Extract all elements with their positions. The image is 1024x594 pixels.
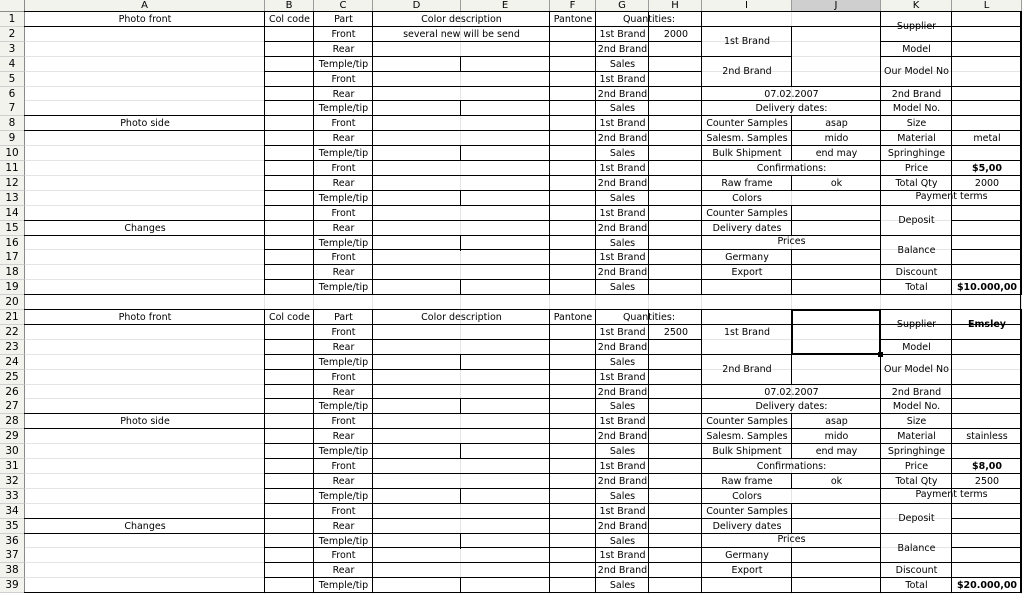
cell-C12[interactable]: Rear bbox=[332, 178, 355, 189]
cell-G9[interactable]: 2nd Brand bbox=[597, 133, 648, 144]
cell-L19[interactable]: $10.000,00 bbox=[956, 282, 1018, 293]
row-header[interactable]: 26 bbox=[0, 385, 25, 400]
cell-D1[interactable]: Color description bbox=[421, 14, 502, 25]
cell-G1[interactable]: Quantities: bbox=[622, 14, 676, 25]
row-header[interactable]: 29 bbox=[0, 429, 25, 444]
cell-G3[interactable]: 2nd Brand bbox=[597, 44, 648, 55]
cell-G18[interactable]: 2nd Brand bbox=[597, 267, 648, 278]
cell-C18[interactable]: Rear bbox=[332, 267, 355, 278]
row-header[interactable]: 20 bbox=[0, 295, 25, 310]
cell-G7[interactable]: Sales bbox=[609, 103, 636, 114]
cell-K12[interactable]: Total Qty bbox=[895, 178, 938, 189]
cell-G26[interactable]: 2nd Brand bbox=[597, 387, 648, 398]
cell-C35[interactable]: Rear bbox=[332, 521, 355, 532]
cell-K34[interactable]: Deposit bbox=[898, 513, 935, 524]
cell-K18[interactable]: Discount bbox=[895, 267, 938, 278]
cell-I30[interactable]: Bulk Shipment bbox=[712, 446, 782, 457]
cell-G4[interactable]: Sales bbox=[609, 59, 636, 70]
row-header[interactable]: 1 bbox=[0, 12, 25, 27]
row-header[interactable]: 7 bbox=[0, 101, 25, 116]
cell-L39[interactable]: $20.000,00 bbox=[956, 580, 1018, 591]
cell-I17[interactable]: Germany bbox=[725, 252, 769, 263]
cell-K31[interactable]: Price bbox=[904, 461, 929, 472]
cell-J9[interactable]: mido bbox=[824, 133, 849, 144]
cell-K33[interactable]: Payment terms bbox=[915, 489, 988, 500]
cell-I24[interactable]: 2nd Brand bbox=[722, 364, 772, 375]
select-all-corner[interactable] bbox=[0, 0, 25, 12]
cell-K13[interactable]: Payment terms bbox=[915, 191, 988, 202]
cell-G32[interactable]: 2nd Brand bbox=[597, 476, 648, 487]
border-h bbox=[264, 369, 314, 370]
cell-G24[interactable]: Sales bbox=[609, 357, 636, 368]
cell-K28[interactable]: Size bbox=[906, 416, 927, 427]
border-h bbox=[264, 71, 314, 72]
cell-K32[interactable]: Total Qty bbox=[895, 476, 938, 487]
border-h bbox=[951, 518, 1022, 519]
cell-C36[interactable]: Temple/tip bbox=[318, 536, 369, 547]
cell-I10[interactable]: Bulk Shipment bbox=[712, 148, 782, 159]
column-header[interactable]: G bbox=[596, 0, 649, 12]
row-header[interactable]: 19 bbox=[0, 280, 25, 295]
border-h bbox=[264, 160, 314, 161]
cell-I31[interactable]: Confirmations: bbox=[756, 461, 827, 472]
cell-C39[interactable]: Temple/tip bbox=[318, 580, 369, 591]
cell-K23[interactable]: Model bbox=[902, 342, 931, 353]
cell-G23[interactable]: 2nd Brand bbox=[597, 342, 648, 353]
cell-C22[interactable]: Front bbox=[331, 327, 356, 338]
cell-I35[interactable]: Delivery dates bbox=[712, 521, 782, 532]
cell-J10[interactable]: end may bbox=[815, 148, 858, 159]
row-header[interactable]: 22 bbox=[0, 325, 25, 340]
cell-I2[interactable]: 1st Brand bbox=[723, 36, 771, 47]
border-v bbox=[1021, 309, 1022, 593]
cell-K38[interactable]: Discount bbox=[895, 565, 938, 576]
border-h bbox=[264, 249, 314, 250]
cell-K4[interactable]: Our Model No bbox=[884, 66, 949, 77]
row-header[interactable]: 10 bbox=[0, 146, 25, 161]
row-header[interactable]: 30 bbox=[0, 444, 25, 459]
border-v bbox=[460, 443, 461, 459]
cell-L9[interactable]: metal bbox=[973, 133, 1001, 144]
cell-G21[interactable]: Quantities: bbox=[622, 312, 676, 323]
cell-I9[interactable]: Salesm. Samples bbox=[706, 133, 788, 144]
cell-K29[interactable]: Material bbox=[897, 431, 936, 442]
border-h bbox=[264, 413, 314, 414]
cell-J8[interactable]: asap bbox=[825, 118, 848, 129]
row-header[interactable]: 27 bbox=[0, 399, 25, 414]
row-header[interactable]: 14 bbox=[0, 206, 25, 221]
cell-A35[interactable]: Changes bbox=[124, 521, 166, 532]
cell-C38[interactable]: Rear bbox=[332, 565, 355, 576]
border-v bbox=[549, 11, 550, 295]
cell-G19[interactable]: Sales bbox=[609, 282, 636, 293]
cell-D2[interactable]: several new will be send bbox=[403, 29, 520, 40]
cell-G27[interactable]: Sales bbox=[609, 401, 636, 412]
border-h bbox=[264, 205, 314, 206]
cell-K21[interactable]: Supplier bbox=[896, 319, 937, 330]
border-h bbox=[24, 592, 265, 593]
column-header[interactable]: H bbox=[649, 0, 702, 12]
cell-C23[interactable]: Rear bbox=[332, 342, 355, 353]
cell-L21[interactable]: Emsley bbox=[968, 319, 1006, 330]
cell-G13[interactable]: Sales bbox=[609, 193, 636, 204]
cell-G39[interactable]: Sales bbox=[609, 580, 636, 591]
cell-J29[interactable]: mido bbox=[824, 431, 849, 442]
row-header[interactable]: 31 bbox=[0, 459, 25, 474]
column-header[interactable]: L bbox=[952, 0, 1022, 12]
cell-G6[interactable]: 2nd Brand bbox=[597, 89, 648, 100]
cell-B1[interactable]: Col code bbox=[268, 14, 310, 25]
cell-L29[interactable]: stainless bbox=[966, 431, 1008, 442]
cell-C10[interactable]: Temple/tip bbox=[318, 148, 369, 159]
cell-G2[interactable]: 1st Brand bbox=[599, 29, 646, 40]
cell-C7[interactable]: Temple/tip bbox=[318, 103, 369, 114]
cell-K36[interactable]: Balance bbox=[897, 543, 936, 554]
cell-K19[interactable]: Total bbox=[905, 282, 928, 293]
cell-I11[interactable]: Confirmations: bbox=[756, 163, 827, 174]
cell-C33[interactable]: Temple/tip bbox=[318, 491, 369, 502]
cell-I37[interactable]: Germany bbox=[725, 550, 769, 561]
column-header[interactable]: B bbox=[265, 0, 314, 12]
cell-I36[interactable]: Prices bbox=[777, 534, 806, 545]
cell-C15[interactable]: Rear bbox=[332, 223, 355, 234]
border-h bbox=[701, 294, 881, 295]
border-v bbox=[460, 145, 461, 161]
cell-G10[interactable]: Sales bbox=[609, 148, 636, 159]
cell-C17[interactable]: Front bbox=[331, 252, 356, 263]
column-header[interactable]: F bbox=[550, 0, 596, 12]
cell-C31[interactable]: Front bbox=[331, 461, 356, 472]
cell-C11[interactable]: Front bbox=[331, 163, 356, 174]
border-v bbox=[1021, 11, 1022, 295]
cell-G16[interactable]: Sales bbox=[609, 238, 636, 249]
row-header[interactable]: 9 bbox=[0, 131, 25, 146]
column-header[interactable]: D bbox=[373, 0, 461, 12]
border-right bbox=[1020, 11, 1021, 592]
column-header[interactable]: C bbox=[314, 0, 373, 12]
cell-C29[interactable]: Rear bbox=[332, 431, 355, 442]
cell-C9[interactable]: Rear bbox=[332, 133, 355, 144]
cell-I13[interactable]: Colors bbox=[732, 193, 762, 204]
border-h bbox=[264, 458, 314, 459]
border-h bbox=[24, 294, 265, 295]
border-v bbox=[264, 11, 265, 295]
cell-L31[interactable]: $8,00 bbox=[971, 461, 1003, 472]
row-header[interactable]: 17 bbox=[0, 250, 25, 265]
cell-G29[interactable]: 2nd Brand bbox=[597, 431, 648, 442]
cell-C1[interactable]: Part bbox=[334, 14, 353, 25]
cell-C3[interactable]: Rear bbox=[332, 44, 355, 55]
cell-K27[interactable]: Model No. bbox=[892, 401, 941, 412]
cell-F21[interactable]: Pantone bbox=[553, 312, 593, 323]
row-header[interactable]: 3 bbox=[0, 42, 25, 57]
row-header[interactable]: 8 bbox=[0, 116, 25, 131]
cell-K7[interactable]: Model No. bbox=[892, 103, 941, 114]
cell-C27[interactable]: Temple/tip bbox=[318, 401, 369, 412]
border-h bbox=[951, 249, 1022, 250]
row-header[interactable]: 18 bbox=[0, 265, 25, 280]
cell-I6[interactable]: 07.02.2007 bbox=[764, 89, 819, 100]
cell-G37[interactable]: 1st Brand bbox=[599, 550, 646, 561]
border-v bbox=[460, 100, 461, 116]
cell-B21[interactable]: Col code bbox=[268, 312, 310, 323]
border-h bbox=[951, 220, 1022, 221]
cell-G8[interactable]: 1st Brand bbox=[599, 118, 646, 129]
fill-handle[interactable] bbox=[878, 352, 883, 357]
column-header[interactable]: K bbox=[881, 0, 952, 12]
cell-C13[interactable]: Temple/tip bbox=[318, 193, 369, 204]
cell-K24[interactable]: Our Model No bbox=[884, 364, 949, 375]
border-h bbox=[264, 115, 314, 116]
cell-I38[interactable]: Export bbox=[731, 565, 763, 576]
border-v bbox=[460, 190, 461, 206]
border-h bbox=[264, 547, 314, 548]
cell-H22[interactable]: 2500 bbox=[663, 327, 688, 338]
cell-G11[interactable]: 1st Brand bbox=[599, 163, 646, 174]
cell-J28[interactable]: asap bbox=[825, 416, 848, 427]
cell-A21[interactable]: Photo front bbox=[118, 312, 172, 323]
row-header[interactable]: 23 bbox=[0, 340, 25, 355]
cell-K11[interactable]: Price bbox=[904, 163, 929, 174]
cell-A15[interactable]: Changes bbox=[124, 223, 166, 234]
cell-K10[interactable]: Springhinge bbox=[887, 148, 946, 159]
cell-I32[interactable]: Raw frame bbox=[721, 476, 773, 487]
cell-K14[interactable]: Deposit bbox=[898, 215, 935, 226]
row-header[interactable]: 13 bbox=[0, 191, 25, 206]
row-header[interactable]: 6 bbox=[0, 87, 25, 102]
row-header[interactable]: 25 bbox=[0, 370, 25, 385]
cell-G15[interactable]: 2nd Brand bbox=[597, 223, 648, 234]
cell-K3[interactable]: Model bbox=[902, 44, 931, 55]
border-h bbox=[951, 547, 1022, 548]
cell-G12[interactable]: 2nd Brand bbox=[597, 178, 648, 189]
cell-I8[interactable]: Counter Samples bbox=[706, 118, 788, 129]
cell-I15[interactable]: Delivery dates bbox=[712, 223, 782, 234]
cell-G25[interactable]: 1st Brand bbox=[599, 372, 646, 383]
row-header[interactable]: 2 bbox=[0, 27, 25, 42]
border-v bbox=[549, 309, 550, 593]
row-header[interactable]: 38 bbox=[0, 563, 25, 578]
cell-D21[interactable]: Color description bbox=[421, 312, 502, 323]
border-v bbox=[460, 56, 461, 72]
cell-C25[interactable]: Front bbox=[331, 372, 356, 383]
row-header[interactable]: 28 bbox=[0, 414, 25, 429]
cell-I28[interactable]: Counter Samples bbox=[706, 416, 788, 427]
cell-G22[interactable]: 1st Brand bbox=[599, 327, 646, 338]
cell-K6[interactable]: 2nd Brand bbox=[891, 89, 942, 100]
row-header[interactable]: 4 bbox=[0, 57, 25, 72]
border-v bbox=[460, 398, 461, 414]
cell-C37[interactable]: Front bbox=[331, 550, 356, 561]
row-header[interactable]: 5 bbox=[0, 72, 25, 87]
cell-C24[interactable]: Temple/tip bbox=[318, 357, 369, 368]
cell-G34[interactable]: 1st Brand bbox=[599, 506, 646, 517]
column-header[interactable]: E bbox=[461, 0, 550, 12]
cell-A8[interactable]: Photo side bbox=[120, 118, 170, 129]
cell-I34[interactable]: Counter Samples bbox=[706, 506, 788, 517]
cell-C34[interactable]: Front bbox=[331, 506, 356, 517]
column-header[interactable]: A bbox=[25, 0, 265, 12]
row-header[interactable]: 37 bbox=[0, 548, 25, 563]
column-header[interactable]: I bbox=[702, 0, 792, 12]
cell-C26[interactable]: Rear bbox=[332, 387, 355, 398]
cell-I18[interactable]: Export bbox=[731, 267, 763, 278]
row-header[interactable]: 32 bbox=[0, 474, 25, 489]
cell-I4[interactable]: 2nd Brand bbox=[722, 66, 772, 77]
cell-J30[interactable]: end may bbox=[815, 446, 858, 457]
cell-I26[interactable]: 07.02.2007 bbox=[764, 387, 819, 398]
cell-G5[interactable]: 1st Brand bbox=[599, 74, 646, 85]
cell-K16[interactable]: Balance bbox=[897, 245, 936, 256]
cell-C21[interactable]: Part bbox=[334, 312, 353, 323]
column-header[interactable]: J bbox=[792, 0, 881, 12]
cell-C5[interactable]: Front bbox=[331, 74, 356, 85]
cell-H2[interactable]: 2000 bbox=[663, 29, 688, 40]
cell-G38[interactable]: 2nd Brand bbox=[597, 565, 648, 576]
cell-K26[interactable]: 2nd Brand bbox=[891, 387, 942, 398]
border-h bbox=[701, 592, 881, 593]
border-v bbox=[460, 279, 461, 295]
row-header[interactable]: 16 bbox=[0, 236, 25, 251]
row-header[interactable]: 15 bbox=[0, 221, 25, 236]
border-v bbox=[460, 577, 461, 593]
cell-G35[interactable]: 2nd Brand bbox=[597, 521, 648, 532]
cell-C30[interactable]: Temple/tip bbox=[318, 446, 369, 457]
active-cell-selection[interactable] bbox=[791, 309, 881, 355]
cell-C28[interactable]: Front bbox=[331, 416, 356, 427]
cell-L12[interactable]: 2000 bbox=[974, 178, 1000, 189]
cell-J32[interactable]: ok bbox=[830, 476, 843, 487]
border-v bbox=[460, 488, 461, 504]
cell-L32[interactable]: 2500 bbox=[974, 476, 1000, 487]
cell-K30[interactable]: Springhinge bbox=[887, 446, 946, 457]
row-header[interactable]: 11 bbox=[0, 161, 25, 176]
cell-C19[interactable]: Temple/tip bbox=[318, 282, 369, 293]
cell-I12[interactable]: Raw frame bbox=[721, 178, 773, 189]
cell-C16[interactable]: Temple/tip bbox=[318, 238, 369, 249]
cell-G28[interactable]: 1st Brand bbox=[599, 416, 646, 427]
row-header[interactable]: 39 bbox=[0, 578, 25, 593]
cell-L11[interactable]: $5,00 bbox=[971, 163, 1003, 174]
row-header[interactable]: 36 bbox=[0, 534, 25, 549]
row-header[interactable]: 24 bbox=[0, 355, 25, 370]
cell-G31[interactable]: 1st Brand bbox=[599, 461, 646, 472]
cell-G17[interactable]: 1st Brand bbox=[599, 252, 646, 263]
cell-F1[interactable]: Pantone bbox=[553, 14, 593, 25]
cell-G33[interactable]: Sales bbox=[609, 491, 636, 502]
cell-A1[interactable]: Photo front bbox=[118, 14, 172, 25]
cell-C8[interactable]: Front bbox=[331, 118, 356, 129]
row-header[interactable]: 21 bbox=[0, 310, 25, 325]
row-header[interactable]: 12 bbox=[0, 176, 25, 191]
border-h bbox=[264, 503, 314, 504]
border-v bbox=[460, 354, 461, 370]
cell-C4[interactable]: Temple/tip bbox=[318, 59, 369, 70]
cell-I14[interactable]: Counter Samples bbox=[706, 208, 788, 219]
cell-A28[interactable]: Photo side bbox=[120, 416, 170, 427]
cell-I7[interactable]: Delivery dates: bbox=[755, 103, 828, 114]
cell-I16[interactable]: Prices bbox=[777, 236, 806, 247]
cell-C2[interactable]: Front bbox=[331, 29, 356, 40]
cell-I27[interactable]: Delivery dates: bbox=[755, 401, 828, 412]
cell-G14[interactable]: 1st Brand bbox=[599, 208, 646, 219]
cell-J12[interactable]: ok bbox=[830, 178, 843, 189]
cell-K1[interactable]: Supplier bbox=[896, 21, 937, 32]
cell-I21[interactable]: 1st Brand bbox=[723, 327, 771, 338]
border-v bbox=[264, 309, 265, 593]
cell-K8[interactable]: Size bbox=[906, 118, 927, 129]
cell-I33[interactable]: Colors bbox=[732, 491, 762, 502]
row-header[interactable]: 33 bbox=[0, 489, 25, 504]
cell-C32[interactable]: Rear bbox=[332, 476, 355, 487]
row-header[interactable]: 35 bbox=[0, 519, 25, 534]
cell-C6[interactable]: Rear bbox=[332, 89, 355, 100]
row-header[interactable]: 34 bbox=[0, 504, 25, 519]
cell-G36[interactable]: Sales bbox=[609, 536, 636, 547]
cell-G30[interactable]: Sales bbox=[609, 446, 636, 457]
cell-I29[interactable]: Salesm. Samples bbox=[706, 431, 788, 442]
cell-K9[interactable]: Material bbox=[897, 133, 936, 144]
cell-K39[interactable]: Total bbox=[905, 580, 928, 591]
cell-C14[interactable]: Front bbox=[331, 208, 356, 219]
